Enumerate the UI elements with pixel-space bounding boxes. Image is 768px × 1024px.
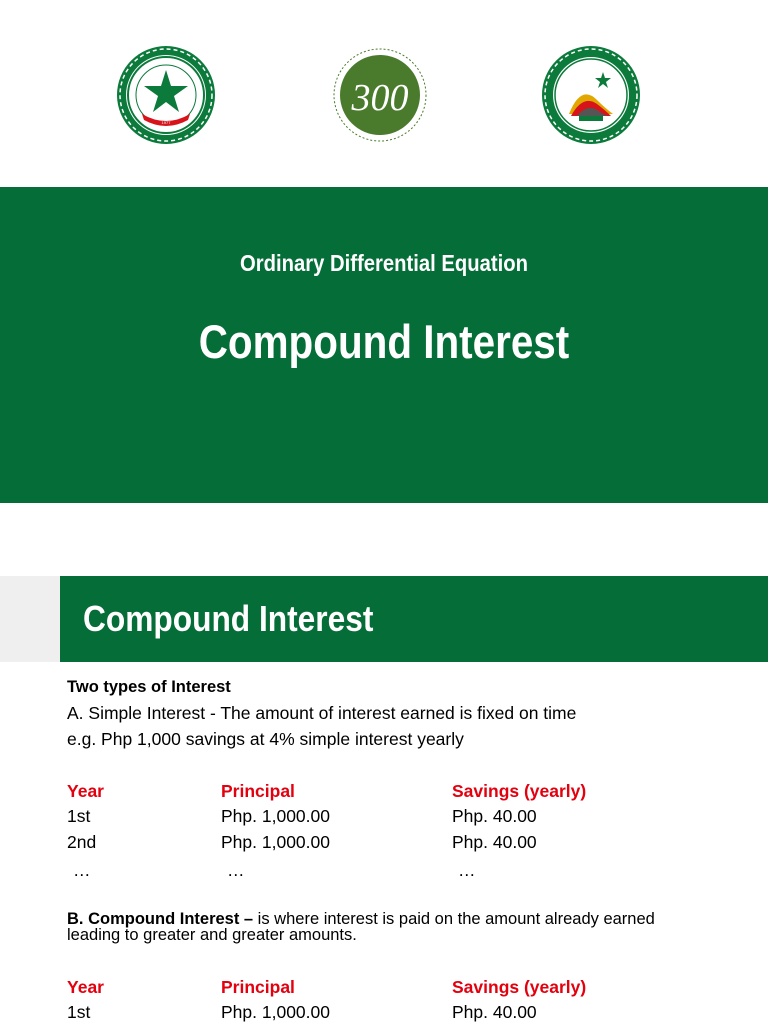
- table-cell: 1st: [67, 1002, 91, 1022]
- table-cell: …: [73, 860, 91, 880]
- table-header-savings: Savings (yearly): [452, 977, 587, 997]
- svg-text:1977: 1977: [161, 120, 171, 125]
- compound-interest-label: B. Compound Interest –: [67, 910, 254, 928]
- simple-interest-definition: A. Simple Interest - The amount of interest earned is fixed on time: [67, 703, 577, 723]
- table-cell: …: [227, 860, 245, 880]
- table-cell: 1st: [67, 806, 91, 826]
- slide-title: Compound Interest: [83, 598, 374, 639]
- simple-interest-example: e.g. Php 1,000 savings at 4% simple interest yearly: [67, 729, 464, 749]
- table-cell: …: [458, 860, 476, 880]
- table-cell: Php. 40.00: [452, 1002, 537, 1022]
- presentation-title: Compound Interest: [198, 315, 570, 368]
- dlsu-dasmarinas-seal-icon: [116, 44, 216, 146]
- table-header-principal: Principal: [221, 781, 295, 801]
- slide-header-strip: [0, 576, 60, 662]
- table-cell: Php. 40.00: [452, 832, 537, 852]
- svg-text:300: 300: [351, 77, 409, 119]
- compound-interest-definition: [67, 911, 655, 927]
- compound-interest-text: is where interest is paid on the amount already earned: [253, 910, 655, 928]
- intro-heading: Two types of Interest: [67, 678, 231, 696]
- table-cell: Php. 1,000.00: [221, 1002, 330, 1022]
- college-seal-icon: [541, 44, 641, 146]
- table-cell: Php. 1,000.00: [221, 832, 330, 852]
- table-header-principal: Principal: [221, 977, 295, 997]
- table-header-savings: Savings (yearly): [452, 781, 587, 801]
- table-cell: Php. 1,000.00: [221, 806, 330, 826]
- table-header-year: Year: [67, 977, 104, 997]
- table-header-year: Year: [67, 781, 104, 801]
- course-subtitle: Ordinary Differential Equation: [240, 250, 528, 276]
- compound-interest-definition-cont: leading to greater and greater amounts.: [67, 926, 357, 944]
- table-cell: 2nd: [67, 832, 97, 852]
- table-cell: Php. 40.00: [452, 806, 537, 826]
- lasallian-300-anniversary-icon: [330, 44, 430, 146]
